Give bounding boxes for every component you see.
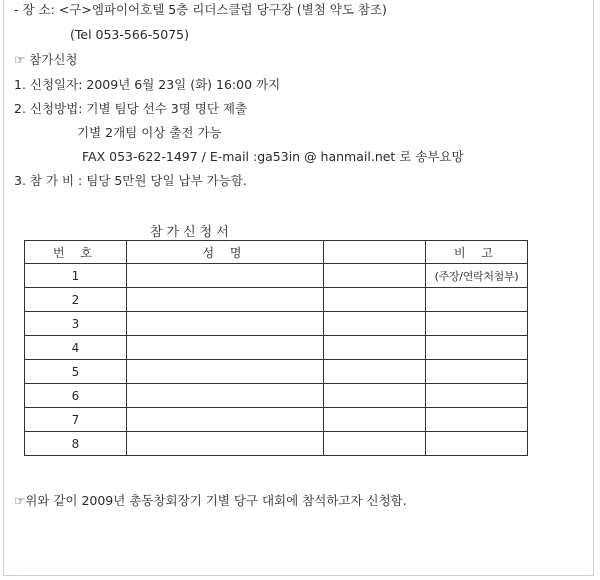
blank-cell[interactable] — [324, 288, 426, 312]
header-blank — [324, 241, 426, 264]
table-row — [25, 264, 528, 288]
remark-cell[interactable]: (주장/연락처첨부) — [426, 264, 528, 288]
table-header-row — [25, 241, 528, 264]
fee-line: 3. 참 가 비 : 팀당 5만원 당일 납부 가능함. — [14, 173, 247, 188]
row-number: 5 — [25, 360, 127, 384]
table-row — [25, 432, 528, 456]
remark-cell[interactable] — [426, 408, 528, 432]
form-title: 참가신청서 — [150, 225, 233, 240]
header-name: 성 명 — [127, 241, 324, 264]
name-cell[interactable] — [127, 264, 324, 288]
name-cell[interactable] — [127, 312, 324, 336]
name-cell[interactable] — [127, 336, 324, 360]
apply-method-sub1: 기별 2개팀 이상 출전 가능 — [77, 125, 222, 140]
row-number: 6 — [25, 384, 127, 408]
application-table — [24, 240, 528, 456]
header-number: 번 호 — [25, 241, 127, 264]
venue-line: - 장 소: <구>엠파이어호텔 5층 리더스클럽 당구장 (별첨 약도 참조) — [14, 2, 387, 17]
blank-cell[interactable] — [324, 408, 426, 432]
blank-cell[interactable] — [324, 264, 426, 288]
row-number: 3 — [25, 312, 127, 336]
blank-cell[interactable] — [324, 360, 426, 384]
apply-method-line: 2. 신청방법: 기별 팀당 선수 3명 명단 제출 — [14, 101, 248, 116]
remark-cell[interactable] — [426, 360, 528, 384]
name-cell[interactable] — [127, 408, 324, 432]
name-cell[interactable] — [127, 384, 324, 408]
apply-date-line: 1. 신청일자: 2009년 6월 23일 (화) 16:00 까지 — [14, 77, 281, 92]
table-row — [25, 288, 528, 312]
tel-line: (Tel 053-566-5075) — [70, 27, 189, 42]
document-page — [3, 0, 594, 576]
row-number: 1 — [25, 264, 127, 288]
remark-cell[interactable] — [426, 432, 528, 456]
closing-line: ☞위와 같이 2009년 총동창회장기 기별 당구 대회에 참석하고자 신청함. — [14, 493, 407, 508]
remark-cell[interactable] — [426, 336, 528, 360]
blank-cell[interactable] — [324, 336, 426, 360]
row-number: 8 — [25, 432, 127, 456]
row-number: 7 — [25, 408, 127, 432]
name-cell[interactable] — [127, 432, 324, 456]
apply-method-sub2: FAX 053-622-1497 / E-mail :ga53in @ hanmail.net 로 송부요망 — [82, 149, 464, 164]
apply-header: ☞ 참가신청 — [14, 52, 78, 67]
remark-cell[interactable] — [426, 288, 528, 312]
remark-cell[interactable] — [426, 312, 528, 336]
row-number: 4 — [25, 336, 127, 360]
blank-cell[interactable] — [324, 384, 426, 408]
table-row — [25, 312, 528, 336]
table-row — [25, 336, 528, 360]
remark-cell[interactable] — [426, 384, 528, 408]
table-row — [25, 384, 528, 408]
name-cell[interactable] — [127, 360, 324, 384]
blank-cell[interactable] — [324, 432, 426, 456]
table-row — [25, 360, 528, 384]
blank-cell[interactable] — [324, 312, 426, 336]
row-number: 2 — [25, 288, 127, 312]
name-cell[interactable] — [127, 288, 324, 312]
table-row — [25, 408, 528, 432]
header-remark: 비 고 — [426, 241, 528, 264]
